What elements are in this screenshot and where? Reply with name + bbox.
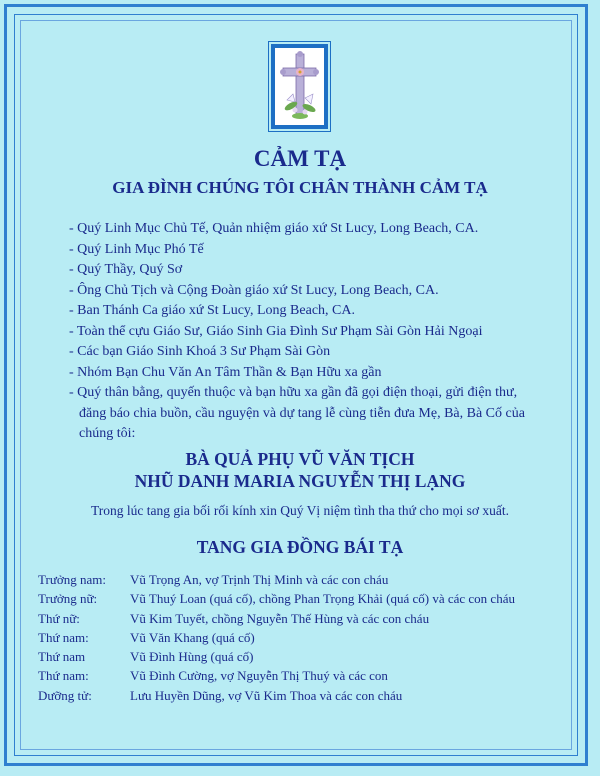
apology-note: Trong lúc tang gia bối rối kính xin Quý Vị niệm tình tha thứ cho mọi sơ xuất. [91,503,509,518]
list-item: - Quý Linh Mục Chủ Tế, Quản nhiệm giáo xứ St Lucy, Long Beach, CA. [69,221,479,236]
family-names: Vũ Kim Tuyết, chồng Nguyễn Thế Hùng và các con cháu [130,610,430,626]
page-subtitle: GIA ĐÌNH CHÚNG TÔI CHÂN THÀNH CẢM TẠ [112,178,488,197]
family-names: Vũ Thuý Loan (quá cố), chồng Phan Trọng Khải (quá cố) và các con cháu [130,591,515,607]
list-item: - Quý Thầy, Quý Sơ [69,262,183,277]
thanks-list [69,219,539,445]
page-title: CẢM TẠ [253,146,347,171]
family-names: Lưu Huyền Dũng, vợ Vũ Kim Thoa và các con cháu [130,687,403,703]
family-row [38,589,568,608]
list-item: - Ông Chủ Tịch và Cộng Đoàn giáo xứ St Lucy, Long Beach, CA. [69,282,439,298]
list-item: - Quý thân bằng, quyến thuộc và bạn hữu xa gần đã gọi điện thoại, gửi điện thư, đăng báo chia buồn, cầu nguyện và dự tang lễ cùng tiễn đưa Mẹ, Bà, Bà Cố của chúng tôi: [69,385,525,441]
deceased-maiden-name: NHŨ DANH MARIA NGUYỄN THỊ LẠNG [134,471,466,491]
list-item: - Các bạn Giáo Sinh Khoá 3 Sư Phạm Sài Gòn [69,344,331,359]
family-relation: Trưởng nữ: [38,591,98,607]
list-item: - Toàn thể cựu Giáo Sư, Giáo Sinh Gia Đình Sư Phạm Sài Gòn Hải Ngoại [69,323,483,339]
list-item: - Nhóm Bạn Chu Văn An Tâm Thần & Bạn Hữu xa gần [69,364,382,380]
cross-image-frame [271,44,328,129]
family-row [38,628,568,647]
deceased-name: BÀ QUẢ PHỤ VŨ VĂN TỊCH [185,449,415,469]
family-relation: Thứ nữ: [38,610,80,626]
family-row [38,666,568,685]
family-names: Vũ Đình Cường, vợ Nguyễn Thị Thuý và các con [130,668,388,684]
family-names: Vũ Đình Hùng (quá cố) [130,649,254,665]
family-relation: Trưởng nam: [38,572,106,587]
family-row [38,686,568,705]
list-item: - Quý Linh Mục Phó Tế [69,241,204,257]
family-names: Vũ Trọng An, vợ Trịnh Thị Minh và các con cháu [130,572,389,587]
family-row [38,570,568,589]
list-item: - Ban Thánh Ca giáo xứ St Lucy, Long Beach, CA. [69,303,355,318]
family-relation: Thứ nam: [38,668,89,684]
family-names: Vũ Văn Khang (quá cố) [130,629,255,645]
family-relation: Thứ nam [38,649,86,665]
family-row [38,609,568,628]
family-row [38,647,568,666]
family-list [38,570,568,705]
cross-flowers-icon [275,48,324,125]
deceased-name-block [0,448,600,492]
family-title: TANG GIA ĐỒNG BÁI TẠ [196,537,404,557]
family-relation: Thứ nam: [38,629,89,645]
family-relation: Dưỡng tử: [38,687,92,703]
